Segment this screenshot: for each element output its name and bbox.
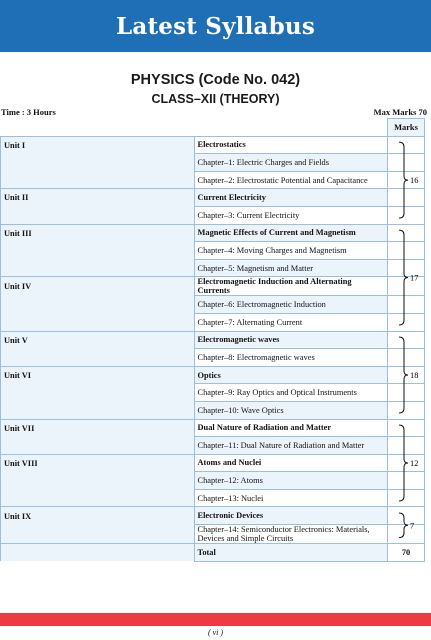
group-marks-value: 17: [410, 273, 419, 283]
unit-title: Optics: [194, 366, 388, 384]
unit-cell: Unit IV: [1, 277, 195, 296]
group-marks-value: 18: [410, 371, 419, 381]
chapter-title: Chapter–4: Moving Charges and Magnetism: [194, 242, 388, 260]
banner-title: Latest Syllabus: [115, 12, 316, 40]
unit-cell: Unit VII: [1, 419, 195, 437]
max-marks-label: Max Marks 70: [373, 107, 427, 117]
chapter-title: Chapter–5: Magnetism and Matter: [194, 259, 388, 277]
page-number: ( vi ): [207, 628, 224, 637]
unit-cell: Unit II: [1, 189, 195, 207]
marks-brace: [399, 230, 408, 325]
chapter-title: Chapter–1: Electric Charges and Fields: [194, 154, 388, 172]
unit-title: Electromagnetic Induction and Alternating Currents: [194, 277, 388, 296]
unit-cell: Unit VI: [1, 366, 195, 384]
unit-title: Magnetic Effects of Current and Magnetism: [194, 224, 388, 242]
chapter-title: Chapter–12: Atoms: [194, 472, 388, 490]
time-label: Time : 3 Hours: [1, 107, 56, 117]
total-marks: 70: [388, 544, 425, 562]
unit-title: Electrostatics: [194, 136, 388, 154]
chapter-title: Chapter–3: Current Electricity: [194, 206, 388, 224]
marks-brace: [399, 142, 408, 218]
chapter-title: Chapter–13: Nuclei: [194, 489, 388, 507]
marks-brace: [399, 337, 408, 413]
unit-cell: Unit V: [1, 331, 195, 349]
footer-bar: [0, 613, 431, 626]
chapter-title: Chapter–7: Alternating Current: [194, 313, 388, 331]
subject-title: PHYSICS (Code No. 042): [130, 72, 301, 88]
unit-title: Dual Nature of Radiation and Matter: [194, 419, 388, 437]
marks-column-header: Marks: [388, 119, 425, 137]
chapter-title: Chapter–9: Ray Optics and Optical Instruments: [194, 384, 388, 402]
unit-cell: Unit I: [1, 136, 195, 154]
chapter-title: Chapter–6: Electromagnetic Induction: [194, 296, 388, 314]
group-marks-value: 12: [410, 458, 419, 468]
unit-cell: Unit VIII: [1, 454, 195, 472]
group-marks-value: 16: [410, 176, 419, 186]
chapter-title: Chapter–2: Electrostatic Potential and Capacitance: [194, 171, 388, 189]
chapter-title: Chapter–14: Semiconductor Electronics: Materials, Devices and Simple Circuits: [194, 525, 388, 544]
unit-title: Electromagnetic waves: [194, 331, 388, 349]
chapter-title: Chapter–10: Wave Optics: [194, 401, 388, 419]
unit-title: Atoms and Nuclei: [194, 454, 388, 472]
unit-cell: Unit IX: [1, 507, 195, 525]
total-label: Total: [194, 544, 388, 562]
unit-title: Electronic Devices: [194, 507, 388, 525]
group-marks-value: 7: [410, 521, 415, 531]
unit-cell: Unit III: [1, 224, 195, 242]
unit-title: Current Electricity: [194, 189, 388, 207]
marks-brace: [399, 513, 408, 538]
class-title: CLASS–XII (THEORY): [151, 92, 280, 106]
chapter-title: Chapter–8: Electromagnetic waves: [194, 349, 388, 367]
chapter-title: Chapter–11: Dual Nature of Radiation and Matter: [194, 437, 388, 455]
marks-brace: [399, 425, 408, 501]
